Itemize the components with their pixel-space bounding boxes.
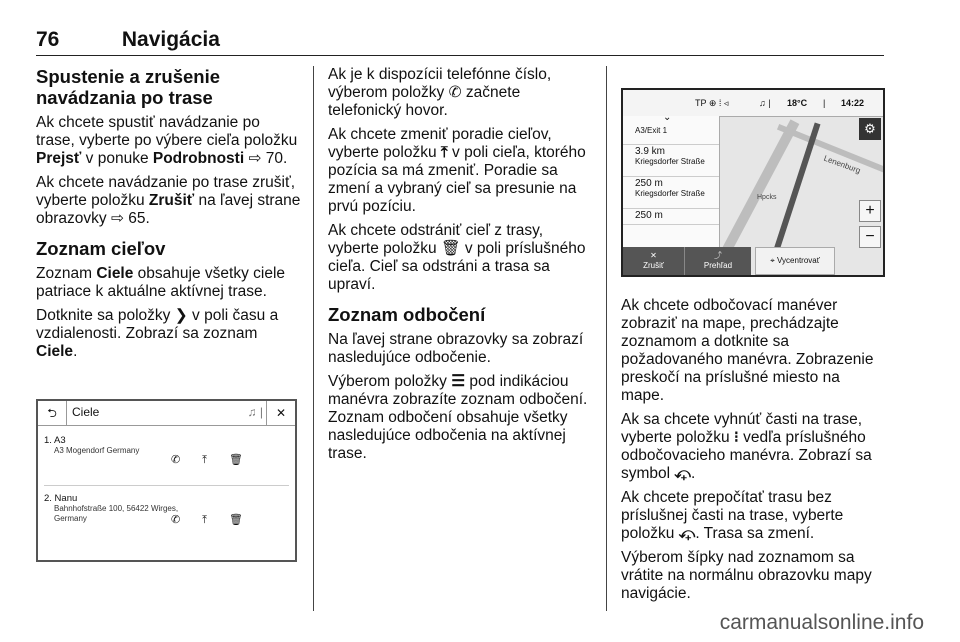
status-icons: TP ⊕ ⁞ ◃ — [695, 98, 729, 108]
chevron-right-icon: ❯ — [174, 307, 188, 324]
close-icon[interactable]: ✕ — [266, 401, 295, 425]
page-ref-icon: ⇨ — [248, 150, 262, 167]
watermark: carmanualsonline.info — [719, 611, 924, 634]
page-ref-icon: ⇨ — [110, 210, 124, 227]
list-item[interactable]: 1. A3 A3 Mogendorf Germany — [44, 435, 140, 455]
turn-item[interactable]: 3.9 km Kriegsdorfer Straße — [623, 146, 719, 177]
bottom-controls — [623, 247, 751, 275]
delete-icon[interactable]: 🗑 — [229, 514, 265, 526]
clock: 14:22 — [841, 98, 865, 108]
cancel-button[interactable]: ✕ Zrušiť — [623, 247, 685, 275]
avoid-icon: ⤽ — [674, 465, 691, 482]
paragraph: Ak chcete navádzanie po trase zrušiť, vyberte položku Zrušiť na ľavej strane obrazovky ⇨ 65. — [36, 174, 301, 227]
move-top-icon[interactable]: ⤒ — [202, 514, 230, 526]
page-ref[interactable]: 65. — [128, 210, 150, 227]
turn-item[interactable]: 250 m — [623, 210, 719, 225]
page-ref[interactable]: 70. — [265, 150, 288, 167]
route-icon: ⤴ — [714, 251, 722, 260]
header-rule — [36, 55, 884, 56]
divider — [44, 485, 289, 486]
center-button[interactable]: ⌖ Vycentrovať — [755, 247, 835, 275]
crosshair-icon: ⌖ — [770, 256, 775, 265]
paragraph: Ak chcete zmeniť poradie cieľov, vyberte položku ⤒ v poli cieľa, ktorého pozícia sa má zmeniť. Poradie sa zmení a vybraný cieľ sa presunie na prvú pozíciu. — [328, 126, 586, 215]
column-3 — [621, 297, 886, 609]
paragraph: Na ľavej strane obrazovky sa zobrazí nasledujúce odbočenie. — [328, 331, 584, 366]
column-divider — [313, 66, 314, 611]
screen-title: Ciele — [72, 405, 100, 419]
delete-icon[interactable]: 🗑 — [229, 454, 265, 466]
back-icon[interactable]: ⮌ — [38, 401, 67, 425]
column-divider — [606, 66, 607, 611]
list-item[interactable]: 2. Nanu Bahnhofstraße 100, 56422 Wirges, Germany — [44, 493, 179, 523]
chevron-down-icon[interactable]: ⌄ — [663, 112, 672, 123]
move-top-icon[interactable]: ⤒ — [202, 454, 230, 466]
section-heading: Spustenie a zrušenie navádzania po trase — [36, 66, 221, 108]
paragraph: Ak sa chcete vyhnúť časti na trase, vyberte položku ⁝ vedľa príslušného odbočovacieho manévra. Zobrazí sa symbol ⤽. — [621, 411, 872, 482]
chapter-title: Navigácia — [121, 28, 220, 51]
avoid-icon: ⤽ — [678, 525, 696, 542]
zoom-in-button[interactable]: + — [859, 200, 881, 222]
paragraph: Výberom položky ☰ pod indikáciou manévra zobrazíte zoznam odbočení. Zoznam odbočení obsahuje všetky nasledujúce odbočenia na aktívnej trase. — [328, 373, 588, 462]
more-icon: ⁝ — [733, 429, 739, 446]
overview-button[interactable]: ⤴ Prehľad — [685, 247, 751, 275]
turn-list — [623, 112, 720, 252]
paragraph: Ak chcete odbočovací manéver zobraziť na mape, prechádzajte zoznamom a dotknite sa požadovaného manévra. Zobrazenie preskočí na príslušné miesto na mape. — [621, 297, 874, 404]
column-2 — [328, 66, 593, 469]
phone-icon[interactable]: ✆ — [170, 454, 203, 466]
paragraph: Dotknite sa položky ❯ v poli času a vzdialenosti. Zobrazí sa zoznam Ciele. — [36, 307, 279, 360]
status-sep: | — [823, 98, 826, 108]
page-header — [36, 28, 220, 52]
gear-icon[interactable]: ⚙ — [859, 118, 881, 140]
destinations-screenshot — [36, 399, 297, 562]
close-icon: ✕ — [650, 251, 657, 260]
move-top-icon: ⤒ — [440, 144, 448, 161]
column-1 — [36, 66, 301, 367]
status-bar — [623, 90, 883, 117]
paragraph: Ak chcete spustiť navádzanie po trase, vyberte po výbere cieľa položku Prejsť v ponuke Podrobnosti ⇨ 70. — [36, 114, 298, 167]
turn-item[interactable]: 250 m Kriegsdorfer Straße — [623, 178, 719, 209]
music-icon: ♫ | — [247, 405, 263, 419]
item-actions — [171, 513, 265, 527]
phone-icon[interactable]: ✆ — [170, 514, 203, 526]
phone-icon: ✆ — [448, 84, 462, 101]
paragraph: Ak chcete odstrániť cieľ z trasy, vyberte položku 🗑 v poli príslušného cieľa. Cieľ sa odstráni a trasa sa upraví. — [328, 222, 586, 293]
delete-icon: 🗑 — [440, 240, 461, 257]
screen-titlebar — [38, 401, 295, 426]
section-heading: Zoznam odbočení — [328, 304, 486, 325]
section-heading: Zoznam cieľov — [36, 238, 166, 259]
zoom-out-button[interactable]: − — [859, 226, 881, 248]
paragraph: Ak je k dispozícii telefónne číslo, výberom položky ✆ začnete telefonický hovor. — [328, 66, 552, 119]
item-actions — [171, 453, 265, 467]
temperature: 18°C — [787, 98, 808, 108]
map-screenshot — [621, 88, 885, 277]
music-icon: ♫ | — [759, 98, 771, 108]
map-label: Hpcks — [757, 194, 777, 201]
paragraph: Zoznam Ciele obsahuje všetky ciele patriace k aktuálne aktívnej trase. — [36, 265, 286, 300]
turn-item[interactable]: A3/Exit 1 — [623, 126, 719, 145]
paragraph: Výberom šípky nad zoznamom sa vrátite na normálnu obrazovku mapy navigácie. — [621, 549, 872, 602]
page-number: 76 — [36, 28, 60, 51]
map-label: Lenenburg — [822, 153, 862, 176]
list-icon: ☰ — [451, 373, 466, 390]
paragraph: Ak chcete prepočítať trasu bez príslušnej časti na trase, vyberte položku ⤽. Trasa sa zmení. — [621, 489, 844, 542]
